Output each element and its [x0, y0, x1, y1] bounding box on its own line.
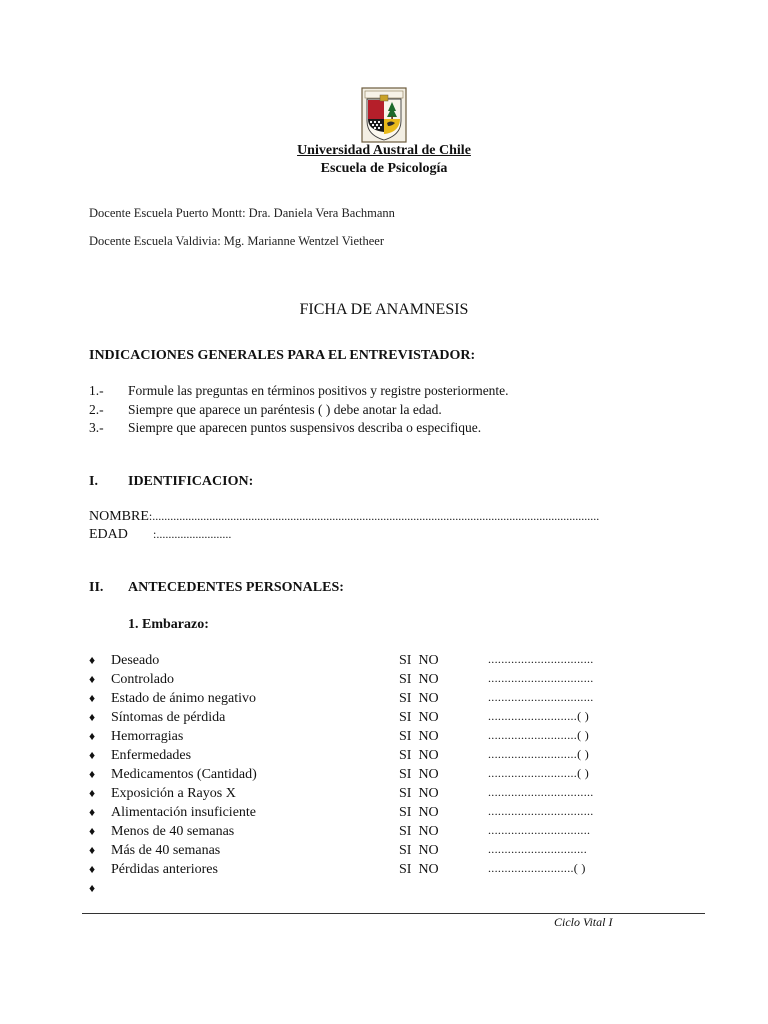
indicacion-item	[89, 420, 481, 436]
diamond-bullet-icon: ♦	[89, 805, 96, 819]
indicacion-number: 1.-	[89, 383, 104, 398]
embarazo-item-answer-line[interactable]: ...........................( )	[488, 728, 589, 742]
embarazo-item-answer-line[interactable]: ................................	[488, 671, 594, 685]
embarazo-item-label: Hemorragias	[111, 729, 184, 744]
docente-valdivia: Docente Escuela Valdivia: Mg. Marianne Wentzel Vietheer	[89, 234, 385, 248]
embarazo-item-answer-line[interactable]: ................................	[488, 804, 594, 818]
si-no-options[interactable]: SI NO	[399, 862, 439, 877]
diamond-bullet-icon: ♦	[89, 729, 96, 743]
nombre-field[interactable]	[89, 509, 599, 525]
embarazo-item-answer-line[interactable]: ..........................( )	[488, 861, 586, 875]
university-crest-logo	[361, 87, 407, 143]
embarazo-item-label: Estado de ánimo negativo	[111, 691, 257, 706]
diamond-bullet-icon: ♦	[89, 843, 96, 857]
embarazo-item-answer-line[interactable]: ...........................( )	[488, 766, 589, 780]
page-title: FICHA DE ANAMNESIS	[299, 301, 469, 318]
identificacion-heading: IDENTIFICACION:	[128, 474, 254, 489]
embarazo-item	[89, 748, 709, 767]
diamond-bullet-icon: ♦	[89, 862, 96, 876]
embarazo-item-answer-line[interactable]: ................................	[488, 652, 594, 666]
diamond-bullet-icon: ♦	[89, 786, 96, 800]
diamond-bullet-icon: ♦	[89, 748, 96, 762]
embarazo-item-label: Enfermedades	[111, 748, 192, 763]
si-no-options[interactable]: SI NO	[399, 805, 439, 820]
diamond-bullet-icon: ♦	[89, 691, 96, 705]
embarazo-item	[89, 786, 709, 805]
indicacion-text: Siempre que aparece un paréntesis ( ) debe anotar la edad.	[128, 402, 442, 417]
embarazo-item	[89, 691, 709, 710]
embarazo-item-answer-line[interactable]: ...........................( )	[488, 747, 589, 761]
diamond-bullet-icon: ♦	[89, 824, 96, 838]
section-ii-number: II.	[89, 580, 104, 595]
embarazo-subheading: 1. Embarazo:	[128, 617, 209, 632]
nombre-label: NOMBRE	[89, 509, 149, 524]
embarazo-item	[89, 824, 709, 843]
diamond-bullet-icon: ♦	[89, 710, 96, 724]
embarazo-item-label: Exposición a Rayos X	[111, 786, 236, 801]
si-no-options[interactable]: SI NO	[399, 672, 439, 687]
diamond-bullet-icon: ♦	[89, 767, 96, 781]
embarazo-item-label: Menos de 40 semanas	[111, 824, 235, 839]
embarazo-item	[89, 710, 709, 729]
indicaciones-heading: INDICACIONES GENERALES PARA EL ENTREVISTADOR:	[89, 348, 476, 363]
indicacion-item	[89, 402, 442, 418]
si-no-options[interactable]: SI NO	[399, 824, 439, 839]
diamond-bullet-icon: ♦	[89, 672, 96, 686]
indicacion-text: Siempre que aparecen puntos suspensivos describa o especifique.	[128, 420, 482, 435]
si-no-options[interactable]: SI NO	[399, 653, 439, 668]
embarazo-item-label: Medicamentos (Cantidad)	[111, 767, 257, 782]
embarazo-item-label: Controlado	[111, 672, 174, 687]
embarazo-item-answer-line[interactable]: ................................	[488, 785, 594, 799]
embarazo-item	[89, 881, 709, 900]
si-no-options[interactable]: SI NO	[399, 691, 439, 706]
diamond-bullet-icon: ♦	[89, 881, 96, 895]
embarazo-item-answer-line[interactable]: ...........................( )	[488, 709, 589, 723]
edad-label: EDAD	[89, 527, 128, 542]
embarazo-item-label: Síntomas de pérdida	[111, 710, 226, 725]
si-no-options[interactable]: SI NO	[399, 710, 439, 725]
footer-text: Ciclo Vital I	[554, 915, 613, 929]
embarazo-item	[89, 862, 709, 881]
edad-field[interactable]	[89, 527, 231, 543]
embarazo-item	[89, 767, 709, 786]
si-no-options[interactable]: SI NO	[399, 729, 439, 744]
edad-line[interactable]: :.........................	[153, 527, 232, 541]
si-no-options[interactable]: SI NO	[399, 767, 439, 782]
si-no-options[interactable]: SI NO	[399, 748, 439, 763]
school-name: Escuela de Psicología	[320, 161, 448, 176]
embarazo-item	[89, 672, 709, 691]
nombre-line[interactable]: :.....................................................................................................................................................	[148, 509, 600, 523]
embarazo-item	[89, 729, 709, 748]
embarazo-item	[89, 843, 709, 862]
indicacion-item	[89, 383, 509, 399]
indicacion-number: 2.-	[89, 402, 104, 417]
embarazo-item-answer-line[interactable]: ...............................	[488, 823, 591, 837]
indicacion-text: Formule las preguntas en términos positivos y registre posteriormente.	[128, 383, 509, 398]
indicacion-number: 3.-	[89, 420, 104, 435]
si-no-options[interactable]: SI NO	[399, 786, 439, 801]
section-i-number: I.	[89, 474, 98, 489]
embarazo-item-answer-line[interactable]: ................................	[488, 690, 594, 704]
embarazo-item	[89, 805, 709, 824]
embarazo-item-answer-line[interactable]: ..............................	[488, 842, 587, 856]
footer-divider	[82, 913, 705, 914]
embarazo-item-label: Deseado	[111, 653, 160, 668]
embarazo-item-label: Pérdidas anteriores	[111, 862, 218, 877]
university-name: Universidad Austral de Chile	[297, 143, 471, 158]
si-no-options[interactable]: SI NO	[399, 843, 439, 858]
docente-puerto-montt: Docente Escuela Puerto Montt: Dra. Daniela Vera Bachmann	[89, 206, 395, 220]
embarazo-item	[89, 653, 709, 672]
embarazo-item-label: Alimentación insuficiente	[111, 805, 257, 820]
embarazo-item-label: Más de 40 semanas	[111, 843, 221, 858]
antecedentes-heading: ANTECEDENTES PERSONALES:	[128, 580, 344, 595]
diamond-bullet-icon: ♦	[89, 653, 96, 667]
